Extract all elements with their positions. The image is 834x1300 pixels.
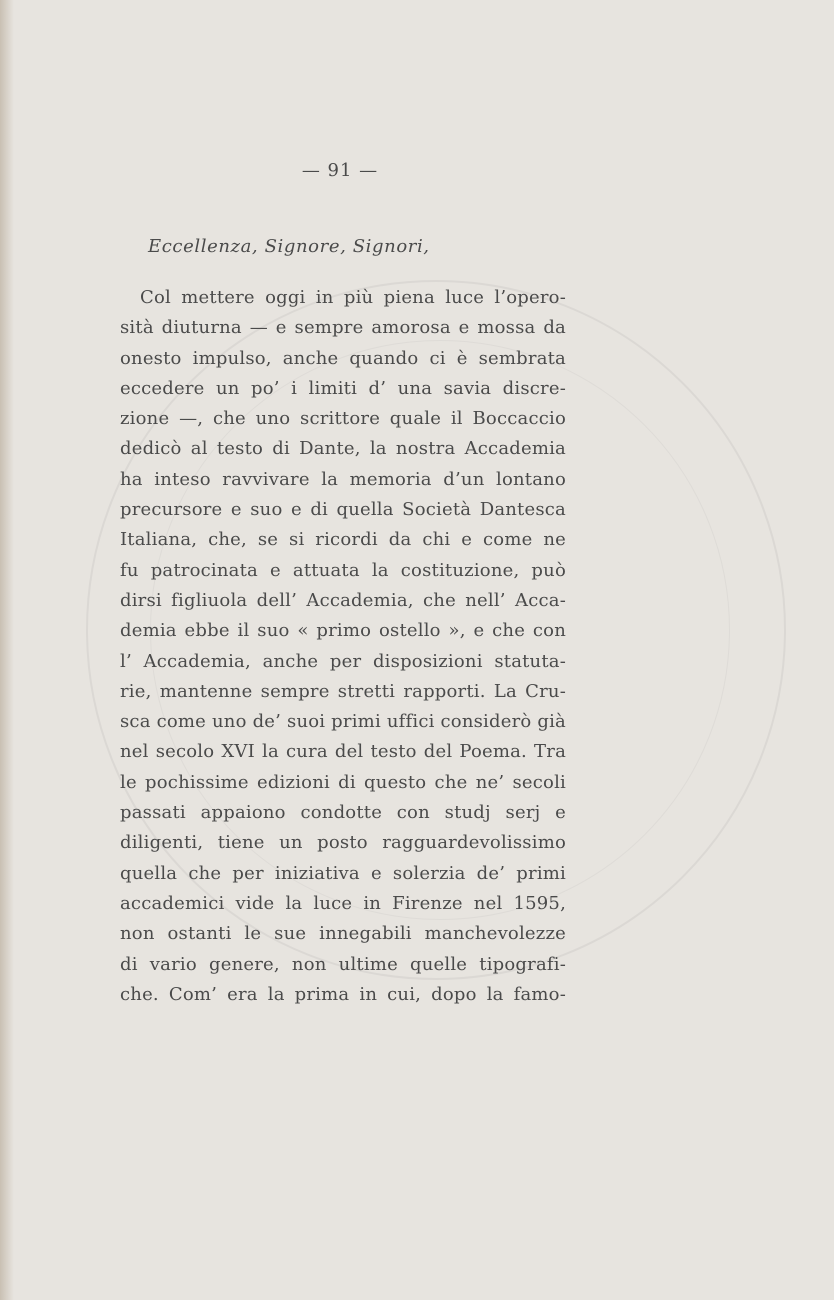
salutation-heading: Eccellenza, Signore, Signori, bbox=[148, 236, 430, 257]
text-line: precursore e suo e di quella Società Dantesca bbox=[120, 499, 566, 521]
text-line: ha inteso ravvivare la memoria d’un lontano bbox=[120, 468, 566, 490]
text-line: nel secolo XVI la cura del testo del Poema. Tra bbox=[120, 741, 566, 763]
text-line: zione —, che uno scrittore quale il Boccaccio bbox=[120, 408, 566, 430]
text-line: Italiana, che, se si ricordi da chi e come ne bbox=[120, 529, 566, 551]
text-line: che. Com’ era la prima in cui, dopo la famo- bbox=[120, 983, 566, 1005]
text-line: passati appaiono condotte con studj serj e bbox=[120, 802, 566, 824]
text-line: diligenti, tiene un posto ragguardevolissimo bbox=[120, 832, 566, 854]
text-line: accademici vide la luce in Firenze nel 1595, bbox=[120, 892, 566, 914]
text-line: di vario genere, non ultime quelle tipografi- bbox=[120, 953, 566, 975]
text-line: quella che per iniziativa e solerzia de’ primi bbox=[120, 862, 566, 884]
page-edge-shadow bbox=[0, 0, 14, 1300]
text-line: dedicò al testo di Dante, la nostra Accademia bbox=[120, 438, 566, 460]
text-line: sca come uno de’ suoi primi uffici considerò già bbox=[120, 711, 566, 733]
text-line: l’ Accademia, anche per disposizioni statuta- bbox=[120, 650, 566, 672]
text-line: eccedere un po’ i limiti d’ una savia discre- bbox=[120, 377, 566, 399]
text-line: onesto impulso, anche quando ci è sembrata bbox=[120, 347, 566, 369]
body-paragraph bbox=[120, 283, 566, 1010]
text-line: non ostanti le sue innegabili manchevolezze bbox=[120, 923, 566, 945]
text-line: demia ebbe il suo « primo ostello », e che con bbox=[120, 620, 566, 642]
text-line: le pochissime edizioni di questo che ne’ secoli bbox=[120, 771, 566, 793]
text-line: fu patrocinata e attuata la costituzione, può bbox=[120, 559, 566, 581]
page-number: — 91 — bbox=[301, 160, 379, 181]
text-line: dirsi figliuola dell’ Accademia, che nell’ Acca- bbox=[120, 589, 566, 611]
text-line: Col mettere oggi in più piena luce l’opero- bbox=[140, 287, 566, 308]
text-line: rie, mantenne sempre stretti rapporti. La Cru- bbox=[120, 680, 566, 702]
text-line: sità diuturna — e sempre amorosa e mossa da bbox=[120, 317, 566, 339]
